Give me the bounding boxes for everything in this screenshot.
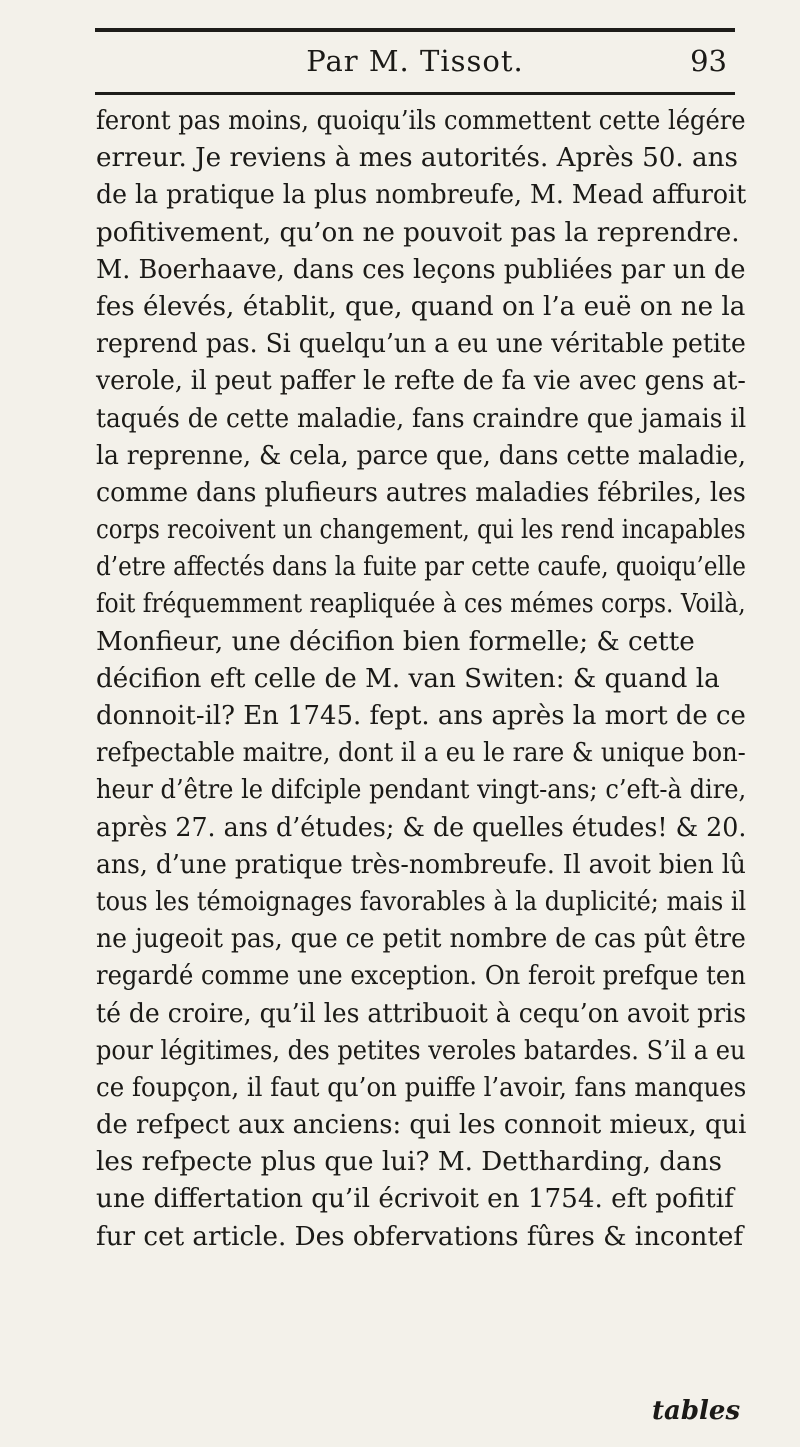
text-line: pour légitimes, des petites veroles batardes. S’il a eu — [96, 1035, 746, 1066]
header-rule-top — [95, 28, 735, 32]
text-line: comme dans plufieurs autres maladies fébriles, les — [96, 477, 746, 508]
text-line: foit fréquemment reapliquée à ces mémes corps. Voilà, — [96, 589, 746, 620]
text-line: feront pas moins, quoiqu’ils commettent cette légére — [96, 106, 746, 136]
text-line: corps recoivent un changement, qui les rend incapables — [96, 515, 746, 546]
text-line: fur cet article. Des obfervations fûres & incontef — [96, 1221, 744, 1252]
catchword: tables — [652, 1396, 741, 1426]
text-line: les refpecte plus que lui? M. Dettharding, dans — [96, 1147, 722, 1178]
text-line: pofitivement, qu’on ne pouvoit pas la reprendre. — [96, 217, 740, 248]
text-line: tous les témoignages favorables à la duplicité; mais il — [96, 886, 747, 917]
header-rule-bottom — [95, 92, 735, 95]
text-line: de refpect aux anciens: qui les connoit mieux, qui — [96, 1110, 747, 1141]
text-line: décifion eft celle de M. van Switen: & quand la — [96, 663, 720, 694]
text-line: reprend pas. Si quelqu’un a eu une véritable petite — [96, 329, 746, 360]
text-line: regardé comme une exception. On feroit prefque ten — [96, 961, 746, 992]
running-head: Par M. Tissot. — [306, 44, 524, 78]
text-line: de la pratique la plus nombreufe, M. Mead affuroit — [96, 180, 747, 211]
text-line: refpectable maitre, dont il a eu le rare & unique bon- — [96, 738, 746, 769]
text-line: erreur. Je reviens à mes autorités. Après 50. ans — [96, 143, 738, 174]
text-line: té de croire, qu’il les attribuoit à cequ’on avoit pris — [96, 998, 747, 1029]
body-text — [96, 103, 746, 1256]
text-line: Monfieur, une décifion bien formelle; & cette — [96, 626, 695, 657]
text-line: une differtation qu’il écrivoit en 1754. eft pofitif — [96, 1184, 734, 1215]
text-line: M. Boerhaave, dans ces leçons publiées par un de — [96, 254, 746, 285]
text-line: taqués de cette maladie, fans craindre que jamais il — [96, 403, 747, 434]
text-line: après 27. ans d’études; & de quelles études! & 20. — [96, 812, 747, 843]
text-line: la reprenne, & cela, parce que, dans cette maladie, — [96, 440, 746, 471]
text-line: donnoit-il? En 1745. fept. ans après la mort de ce — [96, 701, 746, 731]
text-line: fes élevés, établit, que, quand on l’a euë on ne la — [96, 291, 746, 322]
page-header — [95, 38, 735, 88]
text-line: ans, d’une pratique très-nombreufe. Il avoit bien lû — [96, 849, 746, 880]
page-number: 93 — [690, 44, 727, 78]
text-line: heur d’être le difciple pendant vingt-ans; c’eft-à dire, — [96, 775, 747, 806]
text-line: verole, il peut paffer le refte de fa vie avec gens at- — [96, 366, 746, 397]
text-line: d’etre affectés dans la fuite par cette caufe, quoiqu’elle — [96, 552, 746, 583]
text-line: ne jugeoit pas, que ce petit nombre de cas pût être — [96, 924, 746, 955]
text-line: ce foupçon, il faut qu’on puiffe l’avoir, fans manques — [96, 1072, 747, 1103]
